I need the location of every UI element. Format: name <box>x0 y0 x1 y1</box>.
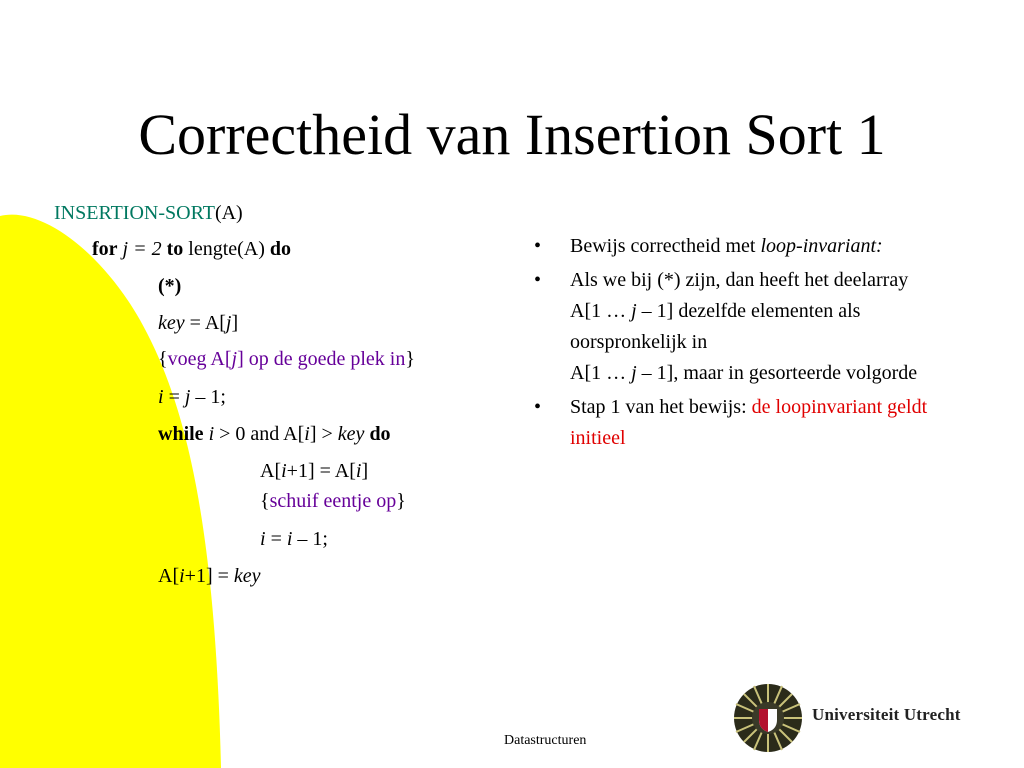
var-i: i <box>179 565 185 587</box>
code-text: +1] = A[ <box>286 460 356 482</box>
bullet-dot: • <box>534 235 542 257</box>
code-text: ] <box>361 460 369 482</box>
bullet-red-text: de loopinvariant geldt initieel <box>570 396 928 449</box>
comment-text: ] op de goede plek in <box>237 348 406 370</box>
code-text: = 2 <box>128 238 167 260</box>
brace: { <box>260 490 270 512</box>
code-text: A[ <box>158 565 180 587</box>
brace: } <box>405 348 415 370</box>
bullet-list <box>534 231 934 457</box>
bullet-text-line <box>570 358 934 389</box>
comment-var-j: j <box>231 348 238 370</box>
var-key: key <box>158 312 185 334</box>
code-text: – 1; <box>190 386 226 408</box>
keyword-do: do <box>369 423 391 445</box>
var-j: j <box>225 312 232 334</box>
procedure-name: INSERTION-SORT <box>54 202 215 224</box>
slide-title: Correctheid van Insertion Sort 1 <box>138 102 886 167</box>
var-j: j <box>631 300 637 322</box>
bullet-italic-text: loop-invariant: <box>760 235 883 257</box>
code-text: = <box>265 528 287 550</box>
code-line-comment-insert <box>158 347 415 371</box>
code-text: ] > <box>309 423 338 445</box>
var-key: key <box>337 423 365 445</box>
var-j: j <box>184 386 191 408</box>
bullet-text: Als we bij (*) zijn, dan heeft het deelarray <box>570 269 909 291</box>
code-line-for <box>92 237 291 261</box>
code-text: > 0 and A[ <box>214 423 305 445</box>
bullet-item-1 <box>534 231 934 262</box>
comment-text: voeg A[ <box>167 348 232 370</box>
code-line-key-assign <box>158 311 238 335</box>
var-i: i <box>158 386 164 408</box>
brace: } <box>396 490 406 512</box>
var-i: i <box>286 528 293 550</box>
keyword-for: for <box>92 238 118 260</box>
var-i: i <box>260 528 266 550</box>
code-line-decrement <box>260 527 328 551</box>
code-text: = <box>163 386 185 408</box>
code-text: A[ <box>260 460 282 482</box>
university-logo-text: Universiteit Utrecht <box>812 705 961 724</box>
bullet-text-line <box>570 296 934 358</box>
bullet-text: – 1] dezelfde elementen als oorspronkelijk in <box>570 300 861 353</box>
code-line-comment-shift <box>260 489 406 513</box>
bullet-dot: • <box>534 269 542 291</box>
bullet-dot: • <box>534 396 542 418</box>
code-line-marker: (*) <box>158 275 182 297</box>
bullet-text: – 1], maar in gesorteerde volgorde <box>636 362 918 384</box>
keyword-do: do <box>269 238 292 260</box>
var-j: j <box>631 362 637 384</box>
bullet-item-3 <box>534 392 934 454</box>
procedure-args: (A) <box>214 202 243 224</box>
bullet-text: Stap 1 van het bewijs: <box>570 396 752 418</box>
code-line-final-assign <box>158 564 261 588</box>
bullet-text: Bewijs correctheid met <box>570 235 761 257</box>
code-text: lengte(A) <box>183 238 270 260</box>
var-i: i <box>304 423 310 445</box>
code-text: – 1; <box>292 528 328 550</box>
code-line-header <box>54 201 243 225</box>
var-i: i <box>203 423 215 445</box>
var-i: i <box>355 460 362 482</box>
bullet-item-2 <box>534 265 934 389</box>
footer-text: Datastructuren <box>504 733 587 748</box>
code-line-shift <box>260 459 368 483</box>
bullet-text: A[1 … <box>570 362 632 384</box>
code-text: +1] = <box>184 565 234 587</box>
keyword-while: while <box>158 423 204 445</box>
var-key: key <box>233 565 261 587</box>
var-i: i <box>281 460 287 482</box>
code-text: ] <box>231 312 239 334</box>
code-line-while <box>158 422 391 446</box>
comment-text: schuif eentje op <box>269 490 397 512</box>
code-text: = A[ <box>184 312 226 334</box>
university-seal-icon <box>732 682 804 754</box>
var-j: j <box>122 238 129 260</box>
keyword-to: to <box>166 238 184 260</box>
brace: { <box>158 348 168 370</box>
bullet-text: A[1 … <box>570 300 632 322</box>
code-line-i-assign <box>158 385 226 409</box>
